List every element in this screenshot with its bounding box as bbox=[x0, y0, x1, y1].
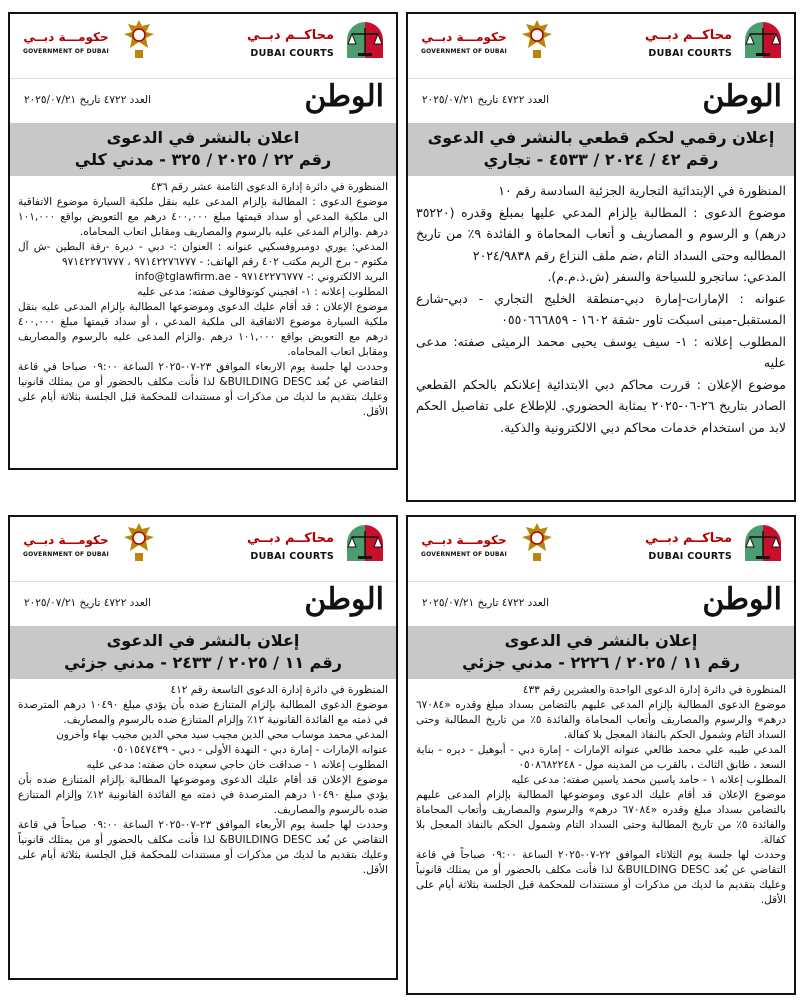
newspaper-logo: الوطن bbox=[702, 582, 782, 617]
uae-eagle-emblem-icon bbox=[122, 521, 156, 563]
scales-of-justice-icon bbox=[342, 20, 388, 60]
notice-paragraph: وحددت لها جلسة يوم الاربعاء الموافق ٢٣-٠٧-٢٠٢٥ الساعة ٠٩:٠٠ صباحا في قاعة التقاضي عن بُعد BUILDING DESC& لذا فأنت مكلف بالحضور أو من يمثلك قانونيا وعليك بتقديم ما لديك من مذكرات أو مستندات للمحكمة قبل الجلسة بثلاثة أيام على الأقل. bbox=[18, 361, 388, 418]
notice-paragraph: وحددت لها جلسة يوم الثلاثاء الموافق ٢٢-٠٧-٢٠٢٥ الساعة ٠٩:٠٠ صباحاً في قاعة التقاضي عن بُعد BUILDING DESC& لذا فأنت مكلف بالحضور أو من يمثلك قانونياً وعليك بتقديم ما لديك من مذكرات أو مستندات للمحكمة قبل الجلسة بثلاثة أيام على الأقل. bbox=[416, 849, 787, 906]
notice-body bbox=[10, 679, 396, 878]
notice-paragraph: المدعي محمد موساب محي الدين مجيب سيد محي الدين مجيب بهاء وآخرون bbox=[56, 729, 388, 741]
notice-paragraph: المنظورة في الإبتدائية التجارية الجزئية السادسة رقم ١٠ bbox=[498, 183, 786, 198]
notice-body bbox=[408, 176, 794, 438]
notice-paragraph: المطلوب إعلانه : ١- سيف يوسف يحيى محمد الرميثى صفته: مدعى عليه bbox=[416, 333, 786, 370]
notice-civil-partial-2226 bbox=[406, 515, 796, 995]
notice-paragraph: المطلوب إعلانه ١ - حامد ياسين محمد ياسين صفته: مدعى عليه bbox=[511, 774, 786, 786]
notice-paragraph: موضوع الدعوى المطالبة بإلزام المدعى عليهم بالتضامن بسداد مبلغ وقدره «٦٧٠٨٤ درهم» والرسوم والمصاريف وأتعاب المحاماة والفائدة ٥٪ من تاريخ المطالبة وحتى السداد التام وشمول الحكم بالنفاذ المعجل بلا كفالة. bbox=[416, 699, 786, 741]
uae-eagle-emblem-icon bbox=[122, 18, 156, 60]
courts-name-en: DUBAI COURTS bbox=[250, 48, 334, 59]
notice-paragraph: وحددت لها جلسة يوم الأربعاء الموافق ٢٣-٠٧-٢٠٢٥ الساعة ٠٩:٠٠ صباحاً في قاعة التقاضي عن بُعد BUILDING DESC& لذا فأنت مكلف بالحضور أو من يمثلك قانونياً وعليك بتقديم ما لديك من مذكرات أو مستندات للمحكمة قبل الجلسة بثلاثة أيام على الأقل. bbox=[18, 819, 388, 876]
notice-commercial-judgment bbox=[406, 12, 796, 502]
notice-paragraph: موضوع الإعلان قد أقام عليك الدعوى وموضوعها المطالبة بإلزام المتنازع ضده بأن يؤدي مبلغ ١٠٤٩٠ درهم المترصدة في ذمته مع الفائدة القانونية ١٢٪ وإلزام المتنازع ضده بالرسوم والمصاريف. bbox=[18, 774, 388, 816]
newspaper-logo: الوطن bbox=[702, 79, 782, 114]
newspaper-logo: الوطن bbox=[304, 79, 384, 114]
issue-number-date: العدد ٤٧٢٢ تاريخ ٢٠٢٥/٠٧/٢١ bbox=[422, 597, 550, 609]
government-name-ar: حكومـــة دبــي bbox=[421, 533, 507, 547]
scales-of-justice-icon bbox=[740, 523, 786, 563]
notice-paragraph: موضوع الإعلان قد أقام عليك الدعوى وموضوعها المطالبة بإلزام المدعى عليهم بالتضامن بسداد مبلغ وقدره «٦٧٠٨٤ درهم» والرسوم والمصاريف وأتعاب المحاماة والفائدة ٥٪ من تاريخ المطالبة وحتى السداد التام وشمول الحكم بالنفاذ المعجل بلا كفالة. bbox=[416, 789, 786, 846]
notice-paragraph: موضوع الدعوى : المطالبة بإلزام المدعي عليها بمبلغ وقدره (٣٥٢٢٠ درهم) و الرسوم و المصاريف و أتعاب المحاماة و الفائدة ٩٪ من تاريخ المطالبه وحتى السداد التام ،ضم ملف النزاع رقم ٢٠٢٤/٩٨٣٨ bbox=[416, 204, 787, 263]
uae-eagle-emblem-icon bbox=[520, 521, 554, 563]
government-name-en: GOVERNMENT OF DUBAI bbox=[23, 48, 109, 55]
courts-name-ar: محاكــم دبــي bbox=[246, 531, 334, 546]
notice-paragraph: المدعي: يوري دومبروفسكيي عنوانه : العنوان :- دبي - ديرة -رقة البطين -ش آل مكتوم - برج الريم مكتب ٤٠٢ رقم الهاتف: - ٩٧١٤٢٢٧٦٧٧٧ ، ٩٧١٤٢٢٧٦٧٧٧ bbox=[18, 241, 388, 268]
courts-name-en: DUBAI COURTS bbox=[648, 551, 732, 562]
case-number: رقم ١١ / ٢٠٢٥ / ٢٢٢٦ - مدني جزئي bbox=[462, 653, 740, 672]
government-name-en: GOVERNMENT OF DUBAI bbox=[421, 48, 507, 55]
government-name-ar: حكومـــة دبــي bbox=[23, 533, 109, 547]
notice-paragraph: موضوع الإعلان : قررت محاكم دبي الابتدائية إعلانكم بالحكم القطعي الصادر بتاريخ ٢٦-٠٦-٢٠٢٥ بمثابة الحضوري. للإطلاع على تفاصيل الحكم لابد من استخدام خدمات محاكم دبي الالكترونية والذكية. bbox=[416, 376, 786, 435]
notice-paragraph: المنظورة في دائرة إدارة الدعوى التاسعة رقم ٤١٢ bbox=[170, 684, 388, 696]
notice-body bbox=[408, 679, 794, 908]
issue-number-date: العدد ٤٧٢٢ تاريخ ٢٠٢٥/٠٧/٢١ bbox=[422, 94, 550, 106]
notice-header bbox=[408, 517, 794, 582]
notice-paragraph: المطلوب إعلانه ١ - صداقت خان حاجي سعيده خان صفته: مدعى عليه bbox=[86, 759, 388, 771]
courts-name-en: DUBAI COURTS bbox=[250, 551, 334, 562]
notice-header bbox=[10, 14, 396, 79]
notice-paragraph: البريد الالكتروني :- ٩٧١٤٢٢٧٦٧٧٧ - info@tglawfirm.ae bbox=[134, 271, 388, 283]
notice-title: إعلان رقمي لحكم قطعي بالنشر في الدعوى bbox=[427, 128, 775, 147]
government-name-en: GOVERNMENT OF DUBAI bbox=[23, 551, 109, 558]
notice-paragraph: موضوع الإعلان : قد أقام عليك الدعوى وموضوعها المطالبة بإلزام المدعى عليه بنقل ملكية السيارة موضوع الاتفاقية الى ملكية المدعي ، أو سداد قيمتها مبلغ ٤٠٠,٠٠٠ درهم مع التعويض بواقع ١٠١,٠٠٠ درهم .والزام المدعى عليه بالرسوم والمصاريف ومقابل اتعاب المحاماه. bbox=[18, 301, 388, 358]
courts-name-ar: محاكــم دبــي bbox=[644, 531, 732, 546]
government-name-en: GOVERNMENT OF DUBAI bbox=[421, 551, 507, 558]
newspaper-bar bbox=[408, 79, 794, 123]
government-name-ar: حكومـــة دبــي bbox=[421, 30, 507, 44]
newspaper-logo: الوطن bbox=[304, 582, 384, 617]
notice-civil-partial-2433 bbox=[8, 515, 398, 980]
notice-paragraph: المنظورة في دائرة إدارة الدعوى الواحدة والعشرين رقم ٤٣٣ bbox=[522, 684, 786, 696]
notice-title-box bbox=[10, 123, 396, 176]
notice-body bbox=[10, 176, 396, 420]
notice-header bbox=[408, 14, 794, 79]
case-number: رقم ١١ / ٢٠٢٥ / ٢٤٣٣ - مدني جزئي bbox=[64, 653, 342, 672]
scales-of-justice-icon bbox=[740, 20, 786, 60]
notice-paragraph: موضوع الدعوى : المطالبة بإلزام المدعى عليه بنقل ملكية السيارة موضوع الاتفاقية الى ملكية المدعي أو سداد قيمتها مبلغ ٤٠٠,٠٠٠ درهم مع التعويض بواقع ١٠١,٠٠٠ درهم .والزام المدعى عليه بالرسوم والمصاريف ومقابل اتعاب المحاماه. bbox=[18, 196, 389, 238]
courts-name-ar: محاكــم دبــي bbox=[246, 28, 334, 43]
issue-number-date: العدد ٤٧٢٢ تاريخ ٢٠٢٥/٠٧/٢١ bbox=[24, 597, 152, 609]
notice-title: إعلان بالنشر في الدعوى bbox=[504, 631, 698, 650]
notice-paragraph: موضوع الدعوى المطالبة بإلزام المتنازع ضده بأن يؤدي مبلغ ١٠٤٩٠ درهم المترصدة في ذمته مع الفائدة القانونية ١٢٪ وإلزام المتنازع ضده بالرسوم والمصاريف. bbox=[18, 699, 388, 726]
uae-eagle-emblem-icon bbox=[520, 18, 554, 60]
newspaper-bar bbox=[10, 79, 396, 123]
case-number: رقم ٤٢ / ٢٠٢٤ / ٤٥٣٣ - تجاري bbox=[483, 150, 719, 169]
notice-title: اعلان بالنشر في الدعوى bbox=[106, 128, 300, 147]
notice-title-box bbox=[408, 123, 794, 176]
notice-civil-plenary bbox=[8, 12, 398, 470]
notice-title: إعلان بالنشر في الدعوى bbox=[106, 631, 300, 650]
courts-name-ar: محاكــم دبــي bbox=[644, 28, 732, 43]
scales-of-justice-icon bbox=[342, 523, 388, 563]
notice-paragraph: المطلوب إعلانه : ١- افجيني كونوفالوف صفته: مدعى عليه bbox=[137, 286, 388, 298]
courts-name-en: DUBAI COURTS bbox=[648, 48, 732, 59]
notice-paragraph: المدعي: ساتجرو للسياحة والسفر (ش.ذ.م.م). bbox=[547, 269, 786, 284]
notice-paragraph: عنوانه : الإمارات-إمارة دبي-منطقة الخليج التجاري - دبي-شارع المستقبل-مبنى اسبكت تاور -شقة ١٦٠٢ - ٠٥٥٠٦٦٦٨٥٩ bbox=[416, 290, 786, 327]
notice-header bbox=[10, 517, 396, 582]
newspaper-bar bbox=[408, 582, 794, 626]
notice-paragraph: المدعي طيبه علي محمد طالعي عنوانه الإمارات - إمارة دبي - أبوهيل - ديره - بناية السعد ، طابق الثالث ، بالقرب من المدينه مول - ٠٥٠٨٦٨٢٢٤٨ bbox=[416, 744, 786, 771]
government-name-ar: حكومـــة دبــي bbox=[23, 30, 109, 44]
issue-number-date: العدد ٤٧٢٢ تاريخ ٢٠٢٥/٠٧/٢١ bbox=[24, 94, 152, 106]
notice-paragraph: عنوانه الإمارات - إمارة دبي - النهدة الأولى - دبي - ٠٥٠١٥٤٧٤٣٩ bbox=[111, 744, 388, 756]
notice-paragraph: المنظورة في دائرة إدارة الدعوى الثامنة عشر رقم ٤٣٦ bbox=[150, 181, 388, 193]
case-number: رقم ٢٢ / ٢٠٢٥ / ٣٢٥ - مدني كلي bbox=[74, 150, 332, 169]
notice-title-box bbox=[10, 626, 396, 679]
notice-title-box bbox=[408, 626, 794, 679]
newspaper-bar bbox=[10, 582, 396, 626]
